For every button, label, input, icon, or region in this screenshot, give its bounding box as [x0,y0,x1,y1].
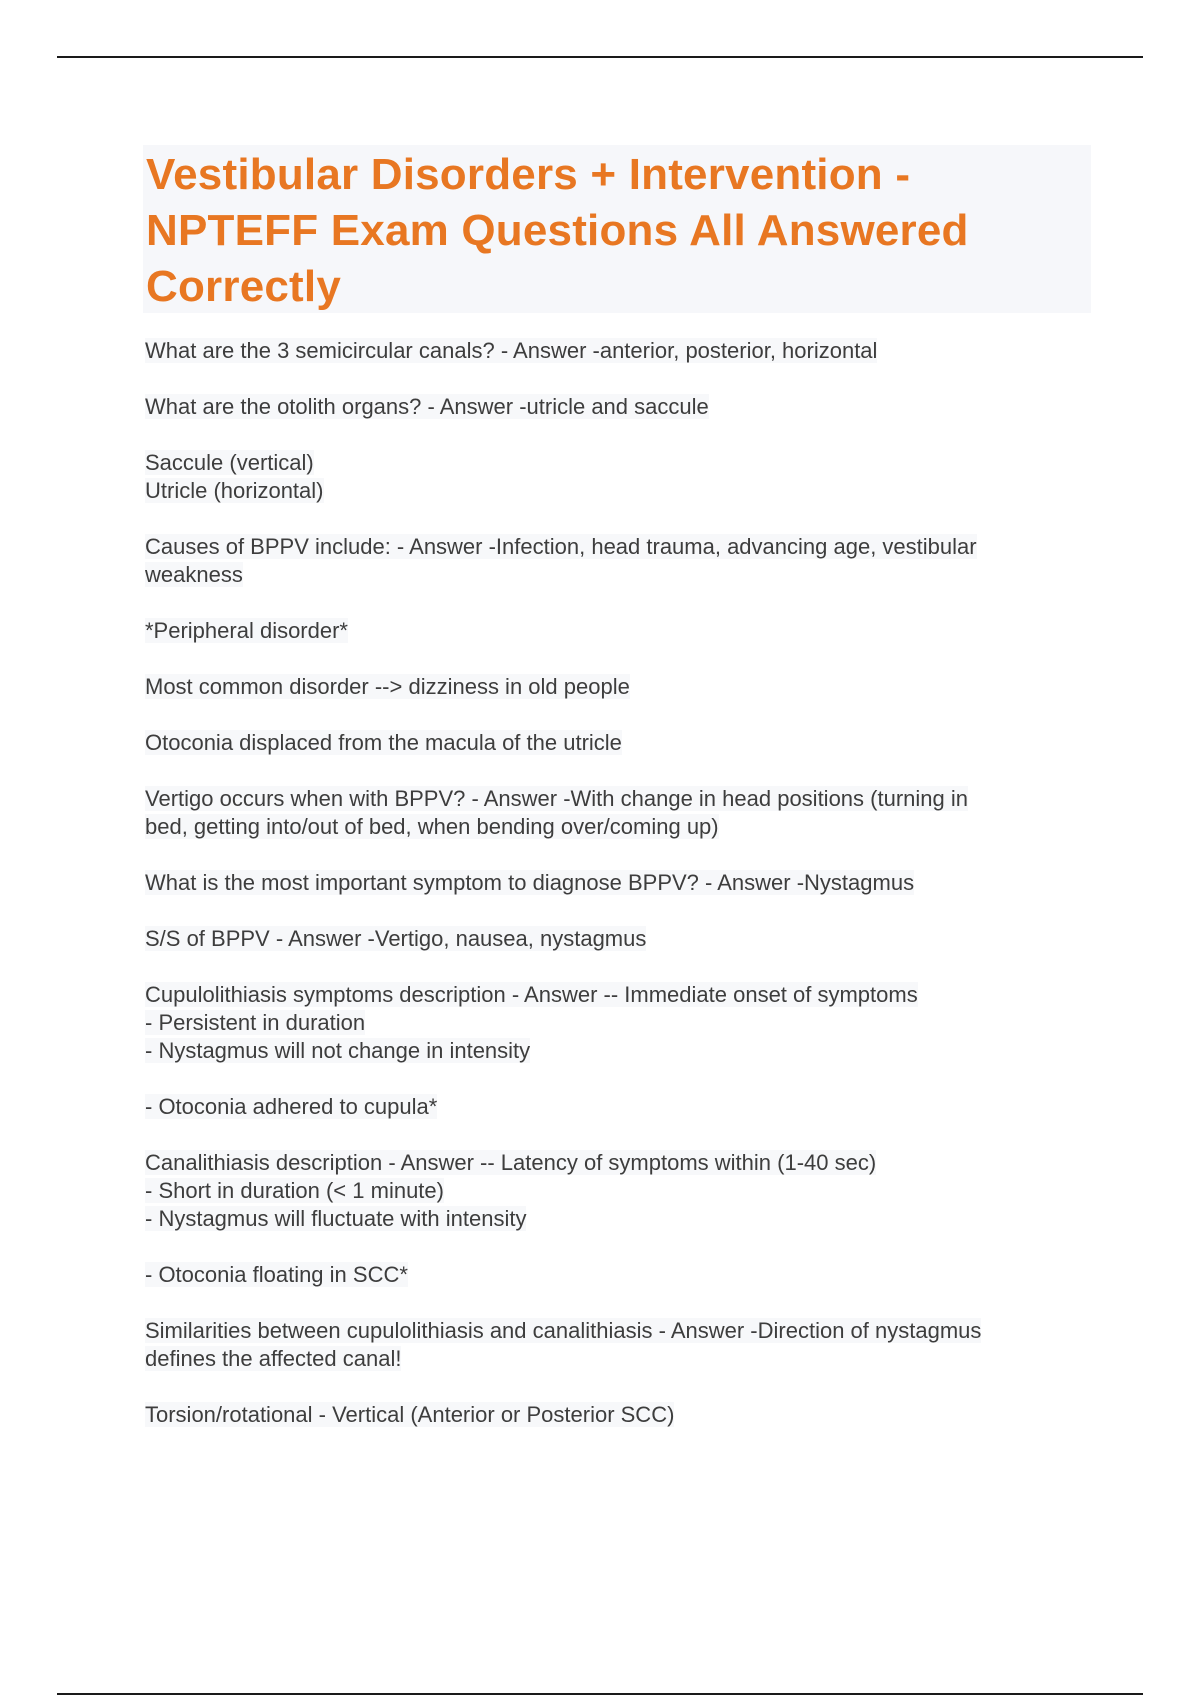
qa-block [145,981,1085,1065]
text-line: Vertigo occurs when with BPPV? - Answer -With change in head positions (turning in [145,786,968,811]
text-line: Saccule (vertical) [145,450,314,475]
bottom-rule [57,1693,1143,1695]
text-line: S/S of BPPV - Answer -Vertigo, nausea, nystagmus [145,926,647,951]
qa-block [145,533,1085,589]
text-line: weakness [145,562,243,587]
title-line: NPTEFF Exam Questions All Answered [146,206,969,255]
note-block [145,449,1085,505]
title-line: Correctly [146,262,341,311]
text-line: Similarities between cupulolithiasis and canalithiasis - Answer -Direction of nystagmus [145,1318,982,1343]
text-line: Cupulolithiasis symptoms description - Answer -- Immediate onset of symptoms [145,982,918,1007]
text-line: Canalithiasis description - Answer -- Latency of symptoms within (1-40 sec) [145,1150,877,1175]
note-block [145,1093,1085,1121]
top-rule [57,56,1143,58]
qa-block [145,393,1085,421]
text-line: - Nystagmus will fluctuate with intensity [145,1206,527,1231]
text-line: What are the otolith organs? - Answer -utricle and saccule [145,394,709,419]
text-line: *Peripheral disorder* [145,618,348,643]
text-line: - Short in duration (< 1 minute) [145,1178,444,1203]
note-block [145,673,1085,701]
title-line: Vestibular Disorders + Intervention - [146,150,911,199]
text-line: - Otoconia adhered to cupula* [145,1094,438,1119]
text-line: What is the most important symptom to diagnose BPPV? - Answer -Nystagmus [145,870,915,895]
text-line: Torsion/rotational - Vertical (Anterior or Posterior SCC) [145,1402,675,1427]
text-line: defines the affected canal! [145,1346,402,1371]
qa-block [145,925,1085,953]
qa-block [145,1317,1085,1373]
document-body [145,337,1085,1457]
document-title [146,147,1087,315]
note-block [145,1261,1085,1289]
qa-block [145,337,1085,365]
note-block [145,729,1085,757]
text-line: Most common disorder --> dizziness in old people [145,674,630,699]
note-block [145,1401,1085,1429]
qa-block [145,869,1085,897]
text-line: - Persistent in duration [145,1010,366,1035]
title-box [143,145,1091,313]
qa-block [145,1149,1085,1233]
note-block [145,617,1085,645]
qa-block [145,785,1085,841]
text-line: - Otoconia floating in SCC* [145,1262,408,1287]
text-line: Otoconia displaced from the macula of the utricle [145,730,622,755]
text-line: - Nystagmus will not change in intensity [145,1038,531,1063]
text-line: What are the 3 semicircular canals? - Answer -anterior, posterior, horizontal [145,338,878,363]
text-line: Causes of BPPV include: - Answer -Infection, head trauma, advancing age, vestibular [145,534,977,559]
text-line: Utricle (horizontal) [145,478,324,503]
text-line: bed, getting into/out of bed, when bending over/coming up) [145,814,719,839]
